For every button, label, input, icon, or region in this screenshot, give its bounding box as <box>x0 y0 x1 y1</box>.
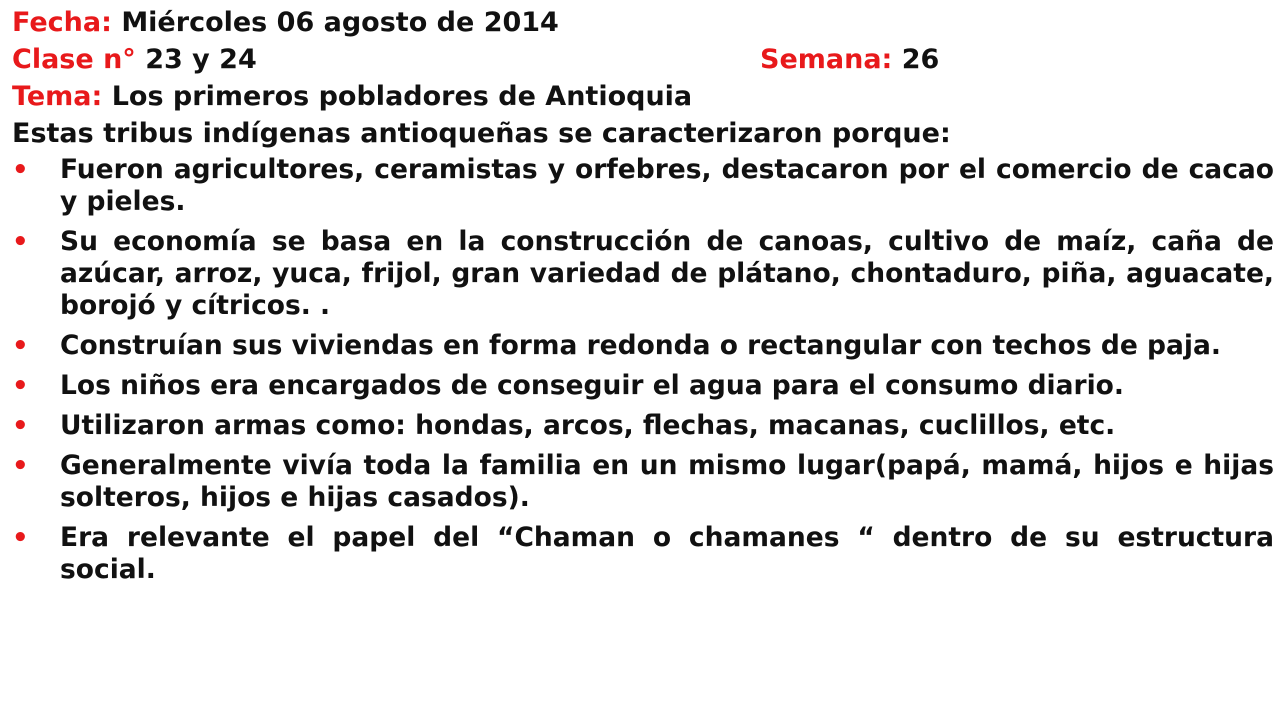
fecha-line <box>12 4 1274 41</box>
fecha-value: Miércoles 06 agosto de 2014 <box>121 7 559 38</box>
semana-group <box>760 41 939 78</box>
list-item-text: Construían sus viviendas en forma redonda o rectangular con techos de paja. <box>60 330 1221 361</box>
semana-label: Semana: <box>760 44 893 75</box>
bullet-icon: • <box>12 411 29 441</box>
list-item-text: Generalmente vivía toda la familia en un mismo lugar(papá, mamá, hijos e hijas solteros, hijos e hijas casados). <box>60 450 1274 513</box>
list-item <box>12 226 1274 322</box>
tema-line <box>12 78 1274 115</box>
bullet-icon: • <box>12 371 29 401</box>
list-item <box>12 154 1274 218</box>
list-item <box>12 370 1274 402</box>
list-item <box>12 522 1274 586</box>
bullet-icon: • <box>12 155 29 185</box>
bullet-icon: • <box>12 331 29 361</box>
bullet-icon: • <box>12 523 29 553</box>
list-item <box>12 330 1274 362</box>
tema-value: Los primeros pobladores de Antioquia <box>111 81 693 112</box>
list-item <box>12 450 1274 514</box>
semana-value: 26 <box>901 44 940 75</box>
clase-label: Clase n° <box>12 44 136 75</box>
fecha-label: Fecha: <box>12 7 112 38</box>
bullet-icon: • <box>12 227 29 257</box>
bullet-icon: • <box>12 451 29 481</box>
tema-label: Tema: <box>12 81 103 112</box>
intro-text: Estas tribus indígenas antioqueñas se caracterizaron porque: <box>12 118 951 149</box>
list-item-text: Fueron agricultores, ceramistas y orfebres, destacaron por el comercio de cacao y pieles. <box>60 154 1274 217</box>
list-item <box>12 410 1274 442</box>
list-item-text: Su economía se basa en la construcción de canoas, cultivo de maíz, caña de azúcar, arroz, yuca, frijol, gran variedad de plátano, chontaduro, piña, aguacate, borojó y cítricos. . <box>60 226 1274 321</box>
list-item-text: Utilizaron armas como: hondas, arcos, flechas, macanas, cuclillos, etc. <box>60 410 1116 441</box>
list-item-text: Era relevante el papel del “Chaman o chamanes “ dentro de su estructura social. <box>60 522 1274 585</box>
clase-value: 23 y 24 <box>145 44 257 75</box>
clase-line <box>12 41 1274 78</box>
bullet-list <box>12 154 1274 586</box>
list-item-text: Los niños era encargados de conseguir el agua para el consumo diario. <box>60 370 1124 401</box>
